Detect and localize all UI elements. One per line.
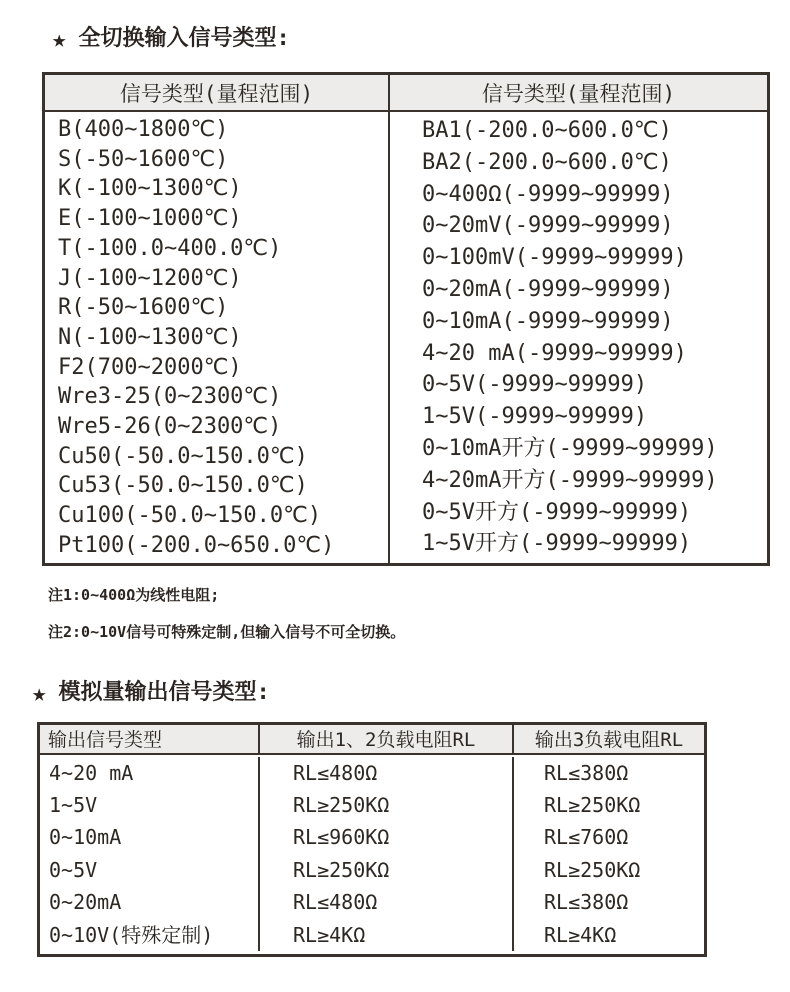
input-signal-table bbox=[42, 72, 770, 566]
output-type-cell: 0~10mA bbox=[49, 825, 122, 850]
signal-row: BA1(-200.0~600.0℃) bbox=[422, 118, 672, 143]
signal-row: 0~10mA开方(-9999~99999) bbox=[422, 435, 718, 461]
signal-row: F2(700~2000℃) bbox=[58, 354, 242, 380]
signal-row: Cu50(-50.0~150.0℃) bbox=[58, 443, 308, 469]
signal-row: 0~5V开方(-9999~99999) bbox=[422, 499, 692, 525]
load-rl12-cell: RL≤480Ω bbox=[258, 757, 512, 789]
output-section-title-text: 模拟量输出信号类型: bbox=[58, 679, 270, 705]
table-row bbox=[40, 821, 704, 853]
table-row bbox=[40, 919, 704, 951]
output-type-cell: 0~5V bbox=[49, 857, 98, 882]
output-type-cell: 0~10V(特殊定制) bbox=[49, 922, 214, 947]
output-type-cell: 0~20mA bbox=[49, 890, 122, 915]
output-table-body bbox=[40, 755, 704, 954]
load-rl3-cell: RL≤760Ω bbox=[512, 821, 704, 853]
signal-row: 0~100mV(-9999~99999) bbox=[422, 245, 687, 271]
input-table-left-column bbox=[45, 112, 388, 563]
signal-row: J(-100~1200℃) bbox=[58, 265, 242, 291]
load-rl3-cell: RL≤380Ω bbox=[512, 757, 704, 789]
notes bbox=[48, 586, 790, 642]
table-row bbox=[40, 886, 704, 918]
note-line: 注2:0~10V信号可特殊定制,但输入信号不可全切换。 bbox=[48, 622, 406, 641]
load-rl12-cell: RL≤960KΩ bbox=[258, 821, 512, 853]
signal-row: 0~10mA(-9999~99999) bbox=[422, 308, 674, 334]
signal-row: T(-100.0~400.0℃) bbox=[58, 235, 282, 261]
star-icon: ★ bbox=[52, 25, 67, 53]
output-type-cell: 1~5V bbox=[49, 792, 98, 817]
signal-row: Cu100(-50.0~150.0℃) bbox=[58, 503, 322, 529]
table-row bbox=[40, 854, 704, 886]
signal-row: R(-50~1600℃) bbox=[58, 295, 229, 321]
signal-row: 4~20mA开方(-9999~99999) bbox=[422, 467, 718, 493]
load-rl3-cell: RL≥4KΩ bbox=[512, 919, 704, 951]
signal-row: Wre3-25(0~2300℃) bbox=[58, 384, 282, 410]
signal-row: N(-100~1300℃) bbox=[58, 324, 242, 350]
signal-row: B(400~1800℃) bbox=[58, 117, 229, 142]
signal-row: 1~5V开方(-9999~99999) bbox=[422, 531, 692, 557]
table-row bbox=[40, 789, 704, 821]
load-rl3-cell: RL≤380Ω bbox=[512, 886, 704, 918]
load-rl12-cell: RL≥4KΩ bbox=[258, 919, 512, 951]
signal-row: S(-50~1600℃) bbox=[58, 146, 229, 172]
signal-row: 1~5V(-9999~99999) bbox=[422, 404, 648, 430]
load-rl3-cell: RL≥250KΩ bbox=[512, 789, 704, 821]
column-header-right: 信号类型(量程范围) bbox=[388, 75, 767, 110]
column-header-left: 信号类型(量程范围) bbox=[119, 81, 314, 106]
signal-row: E(-100~1000℃) bbox=[58, 206, 242, 232]
output-section-title bbox=[32, 678, 790, 708]
signal-row: BA2(-200.0~600.0℃) bbox=[422, 149, 672, 175]
load-rl12-cell: RL≥250KΩ bbox=[258, 854, 512, 886]
signal-row: Cu53(-50.0~150.0℃) bbox=[58, 473, 308, 499]
signal-row: Wre5-26(0~2300℃) bbox=[58, 414, 282, 440]
input-table-header-row bbox=[45, 75, 767, 112]
input-section-title bbox=[52, 24, 790, 54]
table-row bbox=[40, 757, 704, 789]
output-type-cell: 4~20 mA bbox=[49, 760, 134, 785]
input-section-title-text: 全切换输入信号类型: bbox=[78, 26, 290, 51]
signal-row: 0~20mA(-9999~99999) bbox=[422, 276, 674, 302]
input-signal-section bbox=[0, 24, 790, 642]
signal-row: Pt100(-200.0~650.0℃) bbox=[58, 532, 335, 558]
output-signal-section bbox=[0, 678, 790, 957]
column-header-load-rl3: 输出3负载电阻RL bbox=[512, 725, 704, 753]
output-table-header-row bbox=[40, 725, 704, 755]
signal-row: 4~20 mA(-9999~99999) bbox=[422, 340, 687, 366]
input-table-body bbox=[45, 112, 767, 563]
load-rl12-cell: RL≤480Ω bbox=[258, 886, 512, 918]
input-table-right-column bbox=[388, 112, 767, 563]
signal-row: K(-100~1300℃) bbox=[58, 176, 242, 202]
output-signal-table bbox=[37, 722, 707, 957]
star-icon: ★ bbox=[32, 678, 47, 707]
signal-row: 0~400Ω(-9999~99999) bbox=[422, 181, 674, 207]
column-header-load-rl12: 输出1、2负载电阻RL bbox=[258, 725, 512, 753]
load-rl3-cell: RL≥250KΩ bbox=[512, 854, 704, 886]
note-line: 注1:0~400Ω为线性电阻; bbox=[48, 585, 220, 604]
load-rl12-cell: RL≥250KΩ bbox=[258, 789, 512, 821]
signal-row: 0~20mV(-9999~99999) bbox=[422, 213, 674, 239]
column-header-output-type: 输出信号类型 bbox=[48, 729, 163, 752]
signal-row: 0~5V(-9999~99999) bbox=[422, 372, 648, 398]
